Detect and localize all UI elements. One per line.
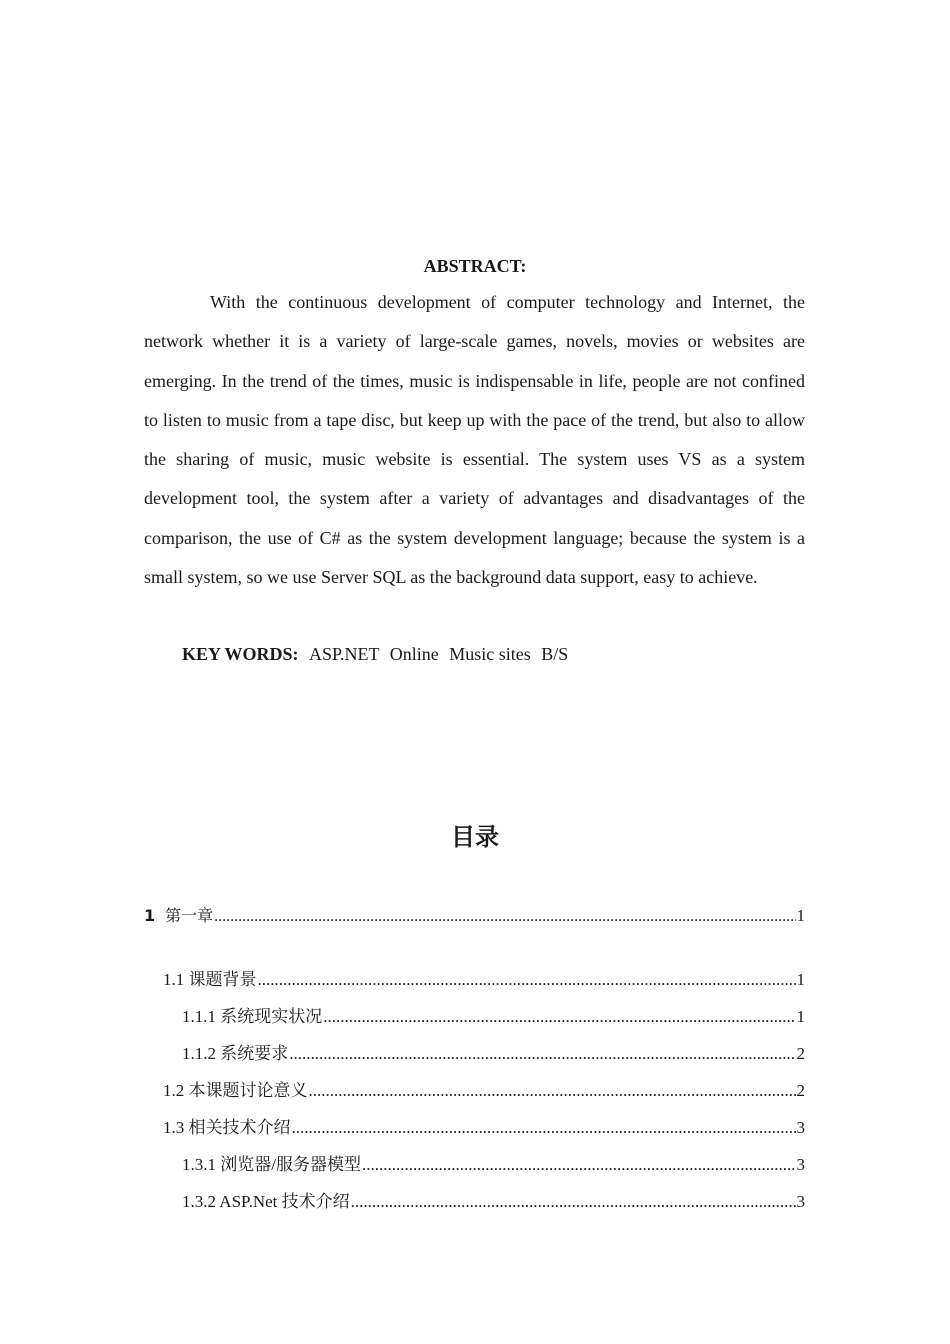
toc-leader-dots (214, 905, 795, 929)
toc-leader-dots (309, 1079, 796, 1103)
toc-page-number: 1 (796, 970, 805, 989)
keyword: ASP.NET (309, 644, 380, 664)
toc-entry-label: 1.1.2 系统要求 (182, 1044, 289, 1063)
toc-entry-1-2[interactable] (163, 1079, 805, 1103)
toc-entry-chapter-1[interactable] (144, 904, 805, 929)
toc-entry-label: 1.1 课题背景 (163, 970, 257, 989)
toc-leader-dots (292, 1116, 796, 1140)
toc-chapter-title: 第一章 (165, 906, 214, 925)
keywords-line (182, 641, 568, 667)
toc-page-number: 2 (796, 1044, 805, 1063)
toc-page-number: 1 (796, 1007, 805, 1026)
toc-entry-label: 1.3.2 ASP.Net 技术介绍 (182, 1192, 350, 1211)
toc-page-number: 3 (796, 1192, 805, 1211)
abstract-heading: ABSTRACT: (423, 256, 527, 276)
toc-entry-label: 1.2 本课题讨论意义 (163, 1081, 308, 1100)
toc-entry-1-3-1[interactable] (182, 1153, 805, 1177)
toc-entry-1-1-1[interactable] (182, 1005, 805, 1029)
toc-entry-1-1[interactable] (163, 968, 805, 992)
toc-leader-dots (258, 968, 796, 992)
toc-entry-1-3-2[interactable] (182, 1190, 805, 1214)
keyword: B/S (541, 644, 569, 664)
toc-leader-dots (351, 1190, 796, 1214)
toc-entry-label: 1.1.1 系统现实状况 (182, 1007, 323, 1026)
keywords-label: KEY WORDS: (182, 644, 299, 664)
toc-page-number: 1 (796, 906, 805, 925)
keyword: Online (389, 644, 439, 664)
toc-page-number: 3 (796, 1118, 805, 1137)
toc-leader-dots (362, 1153, 796, 1177)
toc-heading: 目录 (451, 823, 499, 851)
toc-entry-1-1-2[interactable] (182, 1042, 805, 1066)
toc-chapter-number: 1 (144, 906, 156, 925)
abstract-body: With the continuous development of computer technology and Internet, the network whether it is a variety of large-scale games, novels, movies or websites are emerging. In the trend of the times, music is indispensable in life, people are not confined to listen to music from a tape disc, but keep up with the pace of the trend, but also to allow the sharing of music, music website is essential. The system uses VS as a system development tool, the system after a variety of advantages and disadvantages of the comparison, the use of C# as the system development language; because the system is a small system, so we use Server SQL as the background data support, easy to achieve. (144, 292, 805, 588)
toc-page-number: 3 (796, 1155, 805, 1174)
toc-leader-dots (289, 1042, 795, 1066)
toc-entry-label: 1.3.1 浏览器/服务器模型 (182, 1155, 361, 1174)
toc-entry-1-3[interactable] (163, 1116, 805, 1140)
toc-leader-dots (323, 1005, 795, 1029)
toc-entry-label: 1.3 相关技术介绍 (163, 1118, 291, 1137)
keyword: Music sites (449, 644, 531, 664)
toc-entry-label (144, 904, 213, 928)
toc-page-number: 2 (796, 1081, 805, 1100)
